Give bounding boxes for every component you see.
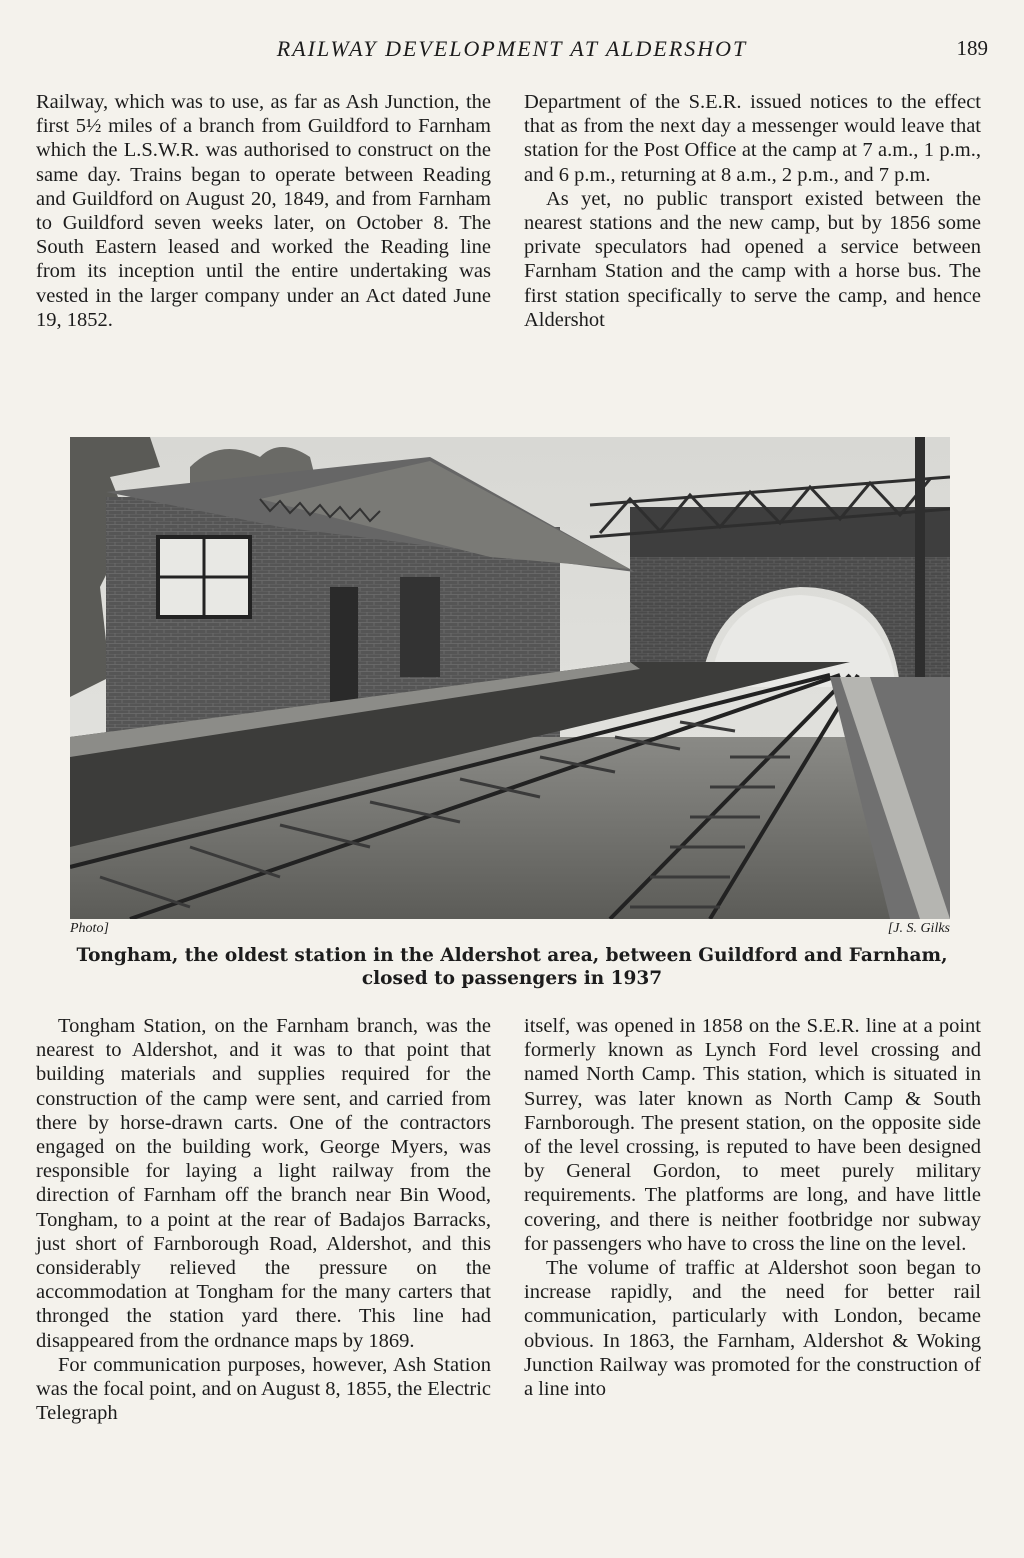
paragraph: The volume of traffic at Aldershot soon began to increase rapidly, and the need for better rail communication, particularly with London, became obvious. In 1863, the Farnham, Aldershot & Woking Junction Railway was promoted for the construction of a line into	[524, 1257, 981, 1401]
page-number: 189	[956, 36, 988, 60]
column-top-left	[36, 90, 491, 332]
station-photo	[70, 437, 950, 919]
paragraph: As yet, no public transport existed between the nearest stations and the new camp, but by 1856 some private speculators had opened a service between Farnham Station and the camp with a horse bus. The first station specifically to serve the camp, and hence Aldershot	[524, 187, 981, 331]
photo-credit-name: [J. S. Gilks	[887, 921, 950, 936]
paragraph: itself, was opened in 1858 on the S.E.R. line at a point formerly known as Lynch Ford level crossing and named North Camp. This station, which is situated in Surrey, was later known as North Camp & South Farnborough. The present station, on the opposite side of the level crossing, is reputed to have been designed by General Gordon, to meet purely military requirements. The platforms are long, and have little covering, and there is neither footbridge nor subway for passengers who have to cross the line on the level.	[524, 1015, 981, 1255]
column-bottom-right	[524, 1014, 981, 1401]
figure-caption: Tongham, the oldest station in the Aldershot area, between Guildford and Farnham, closed to passengers in 1937	[76, 945, 948, 989]
column-bottom-left	[36, 1014, 491, 1425]
paragraph: Department of the S.E.R. issued notices to the effect that as from the next day a messenger would leave that station for the Post Office at the camp at 7 a.m., 1 p.m., and 6 p.m., returning at 8 a.m., 2 p.m., and 7 p.m.	[524, 91, 981, 186]
photo-credit-label: Photo]	[70, 921, 109, 936]
photo-image	[70, 437, 950, 919]
column-top-right	[524, 90, 981, 332]
paragraph: Railway, which was to use, as far as Ash Junction, the first 5½ miles of a branch from Guildford to Farnham which the L.S.W.R. was authorised to construct on the same day. Trains began to operate between Reading and Guildford on August 20, 1849, and from Farnham to Guildford seven weeks later, on October 8. The South Eastern leased and worked the Reading line from its inception until the entire undertaking was vested in the larger company under an Act dated June 19, 1852.	[36, 91, 491, 331]
running-title: RAILWAY DEVELOPMENT AT ALDERSHOT	[276, 36, 748, 61]
running-head	[36, 36, 988, 64]
paragraph: Tongham Station, on the Farnham branch, was the nearest to Aldershot, and it was to that point that building materials and supplies required for the construction of the camp were sent, and carried from there by horse-drawn carts. One of the contractors engaged on the building work, George Myers, was responsible for laying a light railway from the direction of Farnham off the branch near Bin Wood, Tongham, to a point at the rear of Badajos Barracks, just short of Farnborough Road, Aldershot, and this considerably relieved the pressure on the accommodation at Tongham for the many carters that thronged the station yard there. This line had disappeared from the ordnance maps by 1869.	[36, 1015, 491, 1352]
paragraph: For communication purposes, however, Ash Station was the focal point, and on August 8, 1855, the Electric Telegraph	[36, 1353, 491, 1425]
